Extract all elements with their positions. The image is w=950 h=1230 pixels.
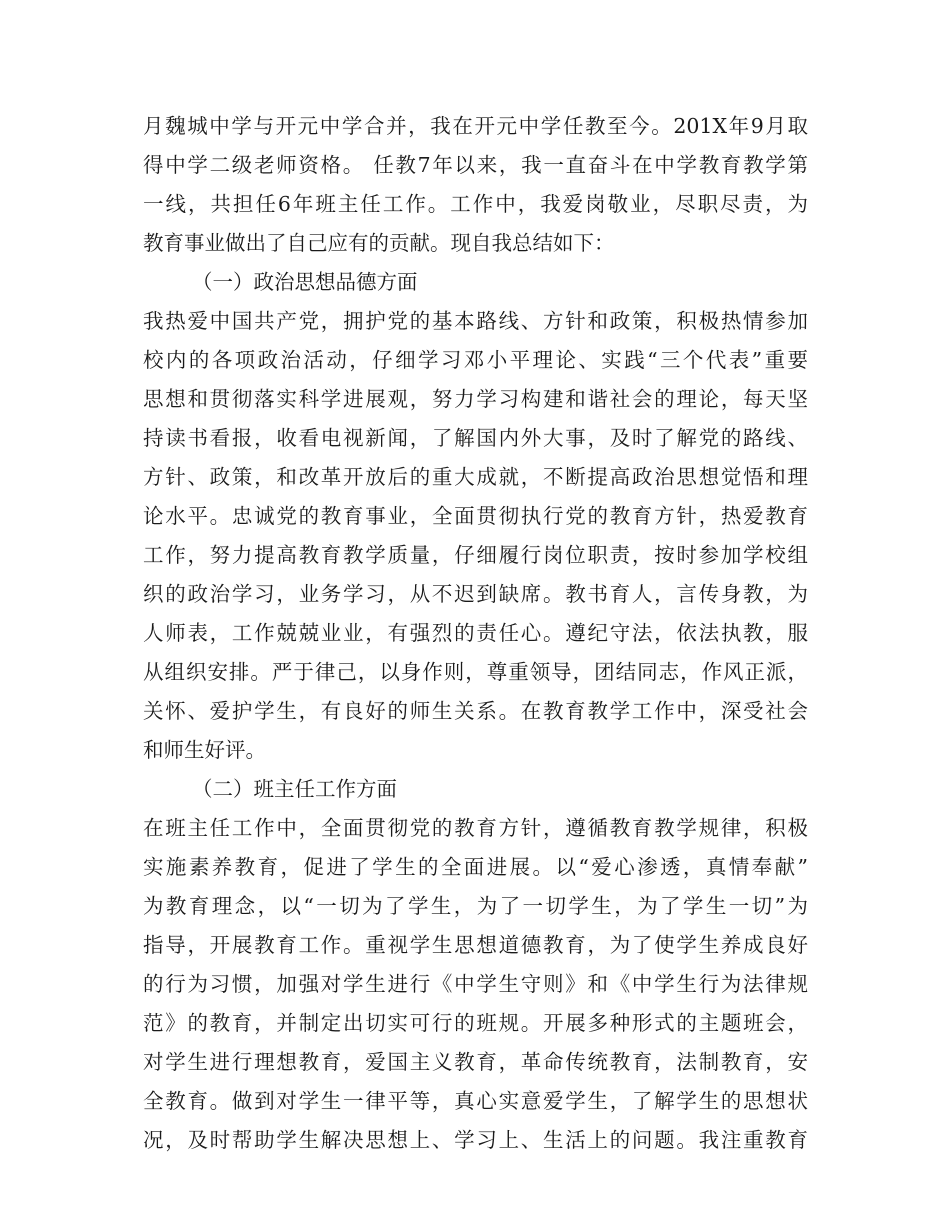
- paragraph-line: 在班主任工作中，全面贯彻党的教育方针，遵循教育教学规律，积极: [143, 816, 808, 840]
- paragraph-line: 范》的教育，并制定出切实可行的班规。开展多种形式的主题班会，: [143, 1011, 808, 1035]
- paragraph-line: 思想和贯彻落实科学进展观，努力学习构建和谐社会的理论，每天坚: [143, 387, 808, 411]
- paragraph-line: 工作，努力提高教育教学质量，仔细履行岗位职责，按时参加学校组: [143, 543, 808, 567]
- paragraph-line: 月魏城中学与开元中学合并，我在开元中学任教至今。201X年9月取: [143, 114, 808, 138]
- paragraph-line: 从组织安排。严于律己，以身作则，尊重领导，团结同志，作风正派，: [143, 660, 808, 684]
- paragraph-line: 对学生进行理想教育，爱国主义教育，革命传统教育，法制教育，安: [143, 1050, 808, 1074]
- paragraph-line: 我热爱中国共产党，拥护党的基本路线、方针和政策，积极热情参加: [143, 309, 808, 333]
- paragraph-line: 织的政治学习，业务学习，从不迟到缺席。教书育人，言传身教，为: [143, 582, 808, 606]
- paragraph-line: 的行为习惯，加强对学生进行《中学生守则》和《中学生行为法律规: [143, 972, 808, 996]
- paragraph-line: 全教育。做到对学生一律平等，真心实意爱学生，了解学生的思想状: [143, 1089, 808, 1113]
- paragraph-line: 关怀、爱护学生，有良好的师生关系。在教育教学工作中，深受社会: [143, 699, 808, 723]
- section-heading-politics: （一）政治思想品德方面: [192, 270, 418, 294]
- paragraph-line: 指导，开展教育工作。重视学生思想道德教育，为了使学生养成良好: [143, 933, 808, 957]
- section-heading-class-teacher: （二）班主任工作方面: [192, 777, 397, 801]
- paragraph-line: 人师表，工作兢兢业业，有强烈的责任心。遵纪守法，依法执教，服: [143, 621, 808, 645]
- paragraph-line: 论水平。忠诚党的教育事业，全面贯彻执行党的教育方针，热爱教育: [143, 504, 808, 528]
- paragraph-line: 教育事业做出了自己应有的贡献。现自我总结如下：: [143, 231, 615, 255]
- paragraph-line: 得中学二级老师资格。 任教7年以来，我一直奋斗在中学教育教学第: [143, 153, 808, 177]
- paragraph-line: 实施素养教育，促进了学生的全面进展。以“爱心渗透，真情奉献”: [143, 855, 808, 879]
- paragraph-line: 和师生好评。: [143, 738, 266, 762]
- paragraph-line: 校内的各项政治活动，仔细学习邓小平理论、实践“三个代表”重要: [143, 348, 808, 372]
- paragraph-line: 一线，共担任6年班主任工作。工作中，我爱岗敬业，尽职尽责，为: [143, 192, 808, 216]
- paragraph-line: 方针、政策，和改革开放后的重大成就，不断提高政治思想觉悟和理: [143, 465, 808, 489]
- document-body: [143, 107, 808, 1160]
- paragraph-line: 持读书看报，收看电视新闻，了解国内外大事，及时了解党的路线、: [143, 426, 808, 450]
- paragraph-line: 况，及时帮助学生解决思想上、学习上、生活上的问题。我注重教育: [143, 1128, 808, 1152]
- paragraph-line: 为教育理念，以“一切为了学生，为了一切学生，为了学生一切”为: [143, 894, 808, 918]
